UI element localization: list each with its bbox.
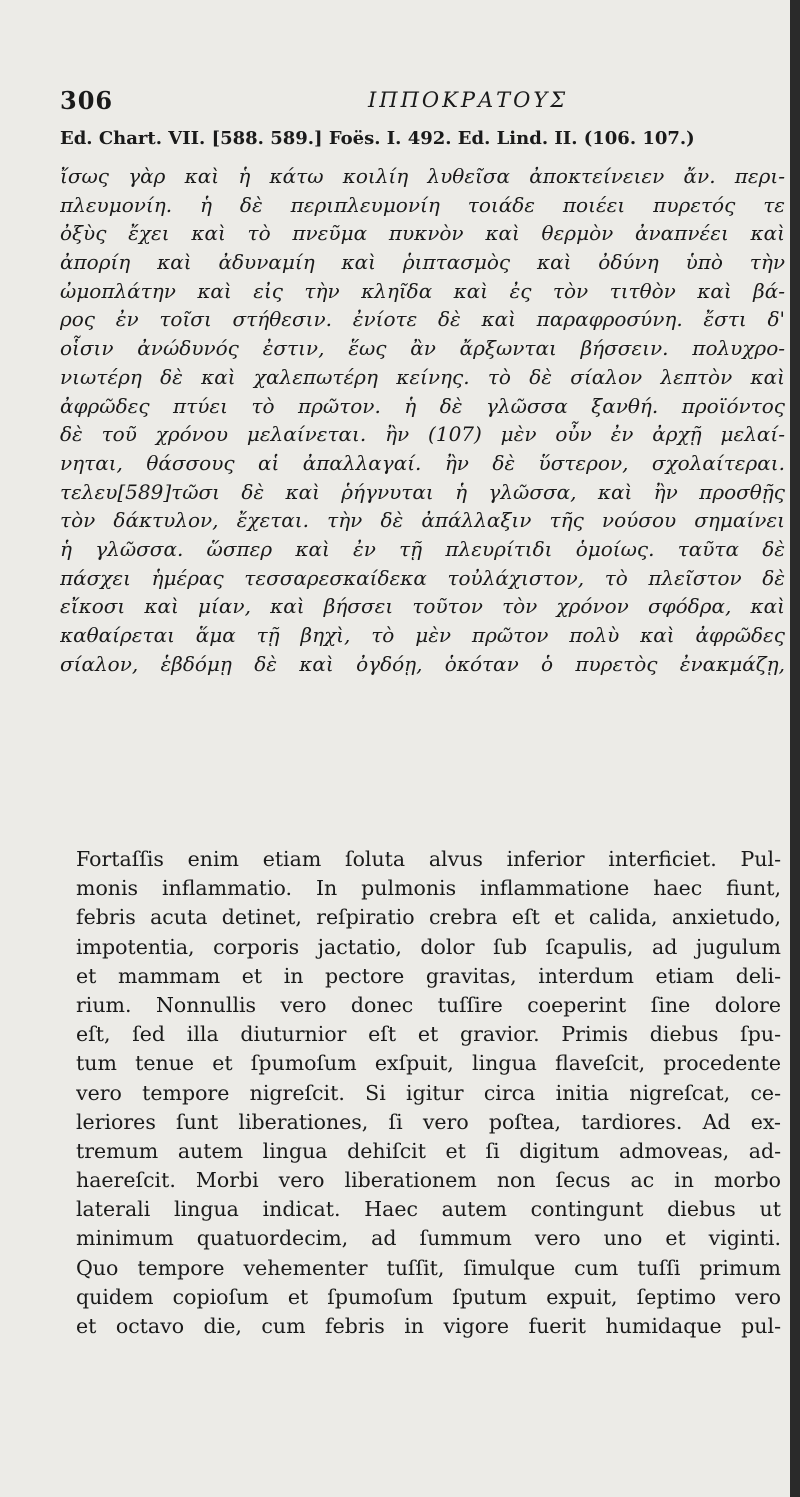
greek-line: ἴσως γὰρ καὶ ἡ κάτω κοιλίη λυθεῖσα ἀποκτείνειεν ἄν. περι- — [60, 164, 785, 188]
page-header — [60, 78, 780, 118]
latin-line: rium. Nonnullis vero donec tuſſire coeperint ſine dolore — [76, 992, 781, 1017]
greek-line: τελευ[589]τῶσι δὲ καὶ ῥήγνυται ἡ γλῶσσα, καὶ ἢν προσθῇς — [60, 479, 785, 504]
greek-line: νιωτέρη δὲ καὶ χαλεπωτέρη κείνης. τὸ δὲ σίαλον λεπτὸν καὶ — [60, 364, 785, 389]
greek-line: πλευμονίη. ἡ δὲ περιπλευμονίη τοιάδε ποιέει πυρετός τε — [60, 192, 785, 217]
greek-line: ὀξὺς ἔχει καὶ τὸ πνεῦμα πυκνὸν καὶ θερμὸν ἀναπνέει καὶ — [60, 221, 785, 246]
greek-line: ὠμοπλάτην καὶ εἰς τὴν κληῖδα καὶ ἐς τὸν τιτθὸν καὶ βά- — [60, 278, 785, 303]
greek-line: καθαίρεται ἅμα τῇ βηχὶ, τὸ μὲν πρῶτον πολὺ καὶ ἀφρῶδες — [60, 623, 785, 647]
greek-line: δὲ τοῦ χρόνου μελαίνεται. ἢν (107) μὲν οὖν ἐν ἀρχῇ μελαί- — [60, 422, 785, 447]
greek-text-block — [60, 162, 785, 678]
latin-line: et mammam et in pectore gravitas, interdum etiam deli- — [76, 963, 781, 988]
latin-translation-block — [76, 845, 781, 1341]
greek-line: τὸν δάκτυλον, ἔχεται. τὴν δὲ ἀπάλλαξιν τῆς νούσου σημαίνει — [60, 508, 785, 533]
latin-line: minimum quatuordecim, ad ſummum vero uno et viginti. — [76, 1226, 781, 1251]
latin-line: tremum autem lingua dehiſcit et ſi digitum admoveas, ad- — [76, 1138, 781, 1163]
latin-line: laterali lingua indicat. Haec autem contingunt diebus ut — [76, 1197, 781, 1222]
latin-line: eſt, ſed illa diuturnior eſt et gravior. Primis diebus ſpu- — [76, 1022, 781, 1047]
latin-line: tum tenue et ſpumoſum exſpuit, lingua flaveſcit, procedente — [76, 1051, 781, 1076]
greek-line: εἴκοσι καὶ μίαν, καὶ βήσσει τοῦτον τὸν χρόνον σφόδρα, καὶ — [60, 594, 785, 619]
latin-line: quidem copioſum et ſpumoſum ſputum expuit, ſeptimo vero — [76, 1284, 781, 1309]
page-edge-shadow — [790, 0, 800, 1497]
latin-line: monis inflammatio. In pulmonis inflammatione haec fiunt, — [76, 876, 781, 901]
greek-line: ἀπορίη καὶ ἀδυναμίη καὶ ῥιπτασμὸς καὶ ὀδύνη ὑπὸ τὴν — [60, 250, 785, 275]
latin-line: haereſcit. Morbi vero liberationem non ſecus ac in morbo — [76, 1168, 781, 1193]
edition-references: Ed. Chart. VII. [588. 589.] Foës. I. 492. Ed. Lind. II. (106. 107.) — [60, 128, 695, 149]
latin-line: vero tempore nigreſcit. Si igitur circa initia nigreſcat, ce- — [76, 1080, 781, 1105]
latin-line: et octavo die, cum febris in vigore fuerit humidaque pul- — [76, 1314, 781, 1338]
page-number: 306 — [60, 86, 114, 115]
greek-line: σίαλον, ἑβδόμῃ δὲ καὶ ὀγδόῃ, ὁκόταν ὁ πυρετὸς ἐνακμάζῃ, — [60, 651, 785, 676]
latin-line: impotentia, corporis jactatio, dolor ſub ſcapulis, ad jugulum — [76, 934, 781, 959]
latin-line: Quo tempore vehementer tuſſit, ſimulque cum tuſſi primum — [76, 1255, 781, 1280]
greek-line: νηται, θάσσους αἱ ἀπαλλαγαί. ἢν δὲ ὕστερον, σχολαίτεραι. — [60, 450, 785, 475]
greek-line: ἡ γλῶσσα. ὥσπερ καὶ ἐν τῇ πλευρίτιδι ὁμοίως. ταῦτα δὲ — [60, 536, 785, 561]
greek-line: ἀφρῶδες πτύει τὸ πρῶτον. ἡ δὲ γλῶσσα ξανθή. προϊόντος — [60, 393, 785, 418]
running-title: ΙΠΠΟΚΡΑΤΟΥΣ — [368, 88, 569, 112]
greek-line: ρος ἐν τοῖσι στήθεσιν. ἐνίοτε δὲ καὶ παραφροσύνη. ἔστι δ' — [60, 307, 785, 332]
greek-line: οἷσιν ἀνώδυνός ἐστιν, ἕως ἂν ἄρξωνται βήσσειν. πολυχρο- — [60, 336, 785, 361]
greek-line: πάσχει ἡμέρας τεσσαρεσκαίδεκα τοὐλάχιστον, τὸ πλεῖστον δὲ — [60, 565, 785, 590]
latin-line: leriores ſunt liberationes, ſi vero poſtea, tardiores. Ad ex- — [76, 1109, 781, 1134]
latin-line: febris acuta detinet, reſpiratio crebra eſt et calida, anxietudo, — [76, 905, 781, 930]
latin-line: Fortaſſis enim etiam ſoluta alvus inferior interficiet. Pul- — [76, 847, 781, 871]
